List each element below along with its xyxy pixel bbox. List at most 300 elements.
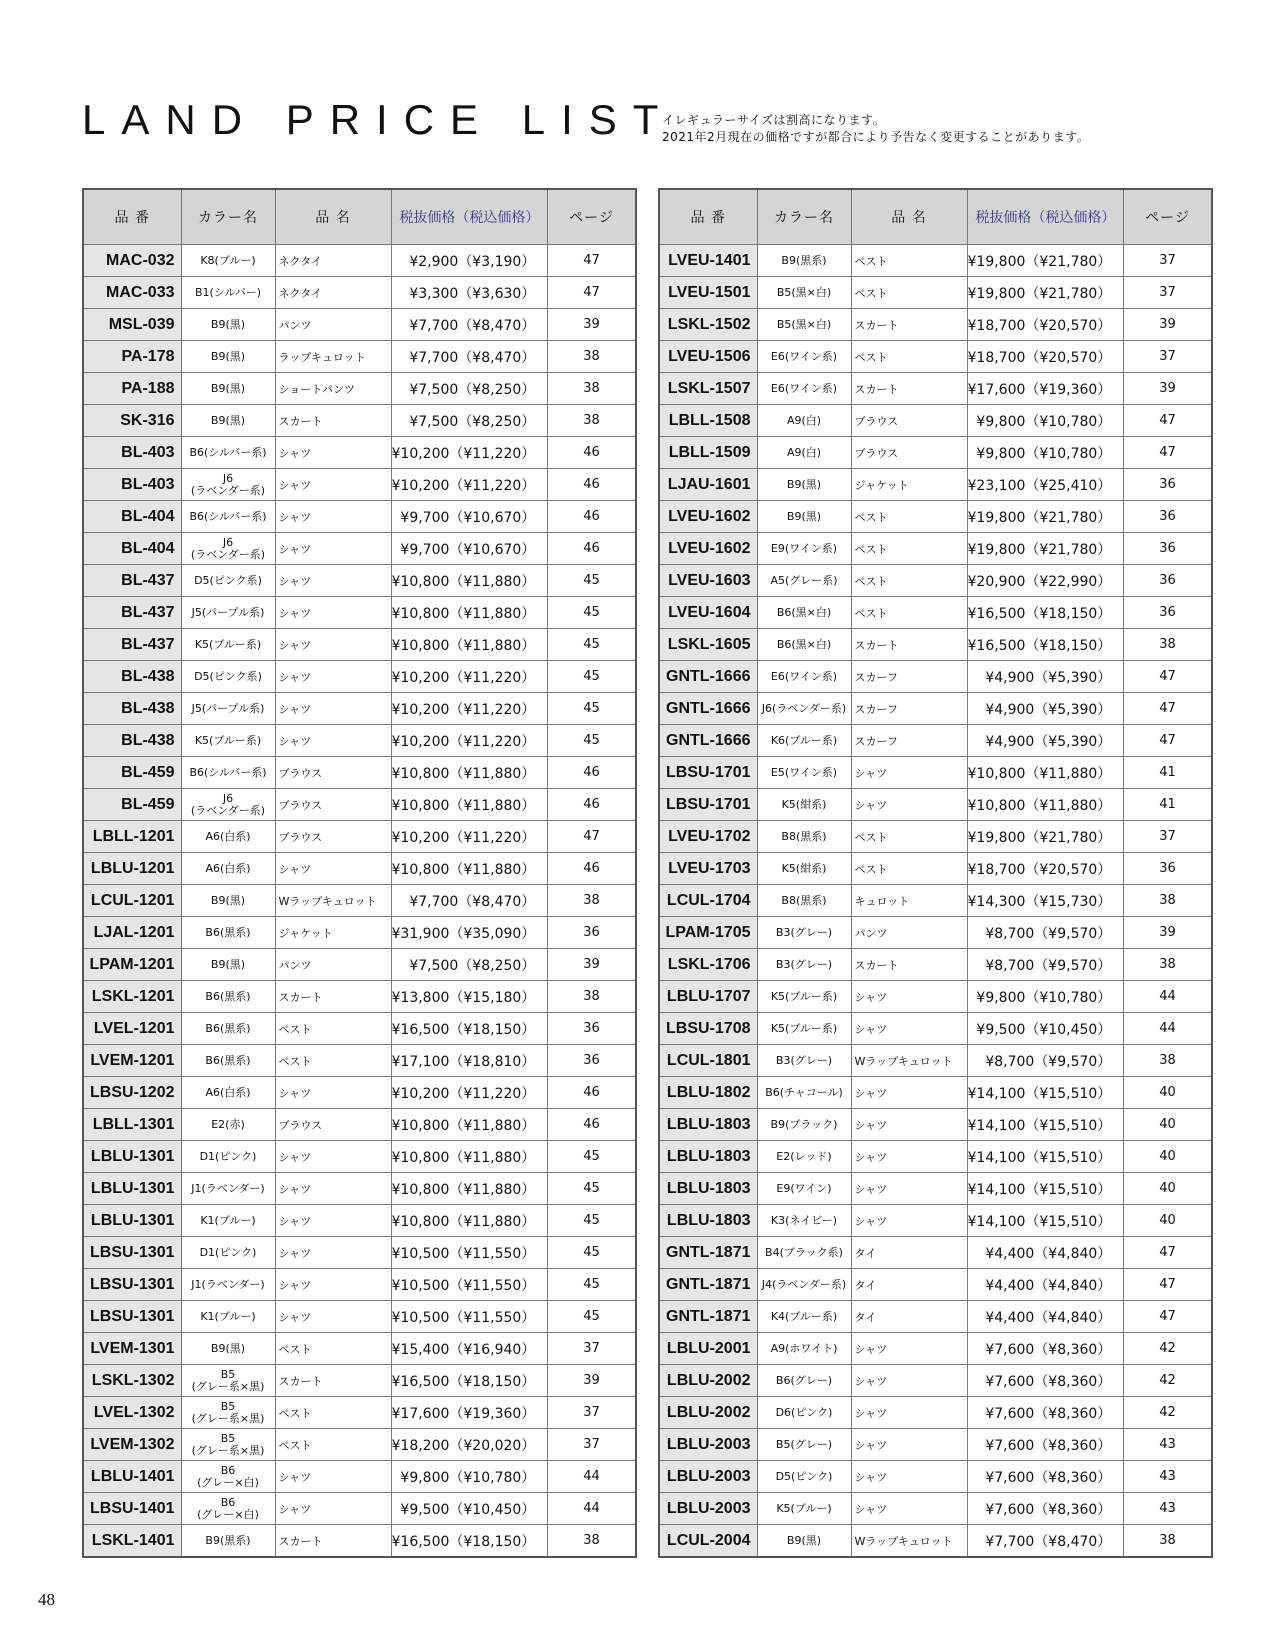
item-name-cell: スカート — [851, 373, 967, 405]
item-name-cell: スカーフ — [851, 693, 967, 725]
page-ref-cell: 41 — [1124, 789, 1212, 821]
item-name-cell: ベスト — [275, 1397, 391, 1429]
table-row — [659, 1173, 1212, 1205]
item-name-cell: シャツ — [851, 1141, 967, 1173]
color-name-cell: E6(ワイン系) — [757, 341, 851, 373]
table-row — [659, 821, 1212, 853]
item-code-cell: LBLU-1301 — [83, 1141, 181, 1173]
item-name-cell: シャツ — [851, 1429, 967, 1461]
table-row — [659, 277, 1212, 309]
item-name-cell: シャツ — [275, 1301, 391, 1333]
page-ref-cell: 38 — [548, 1525, 636, 1558]
price-cell: ¥18,700（¥20,570） — [967, 853, 1124, 885]
page-ref-cell: 46 — [548, 789, 636, 821]
table-row — [659, 757, 1212, 789]
item-code-cell: MAC-033 — [83, 277, 181, 309]
item-name-cell: シャツ — [275, 1141, 391, 1173]
item-code-cell: LBLU-2003 — [659, 1429, 757, 1461]
table-row — [83, 1237, 636, 1269]
page-ref-cell: 45 — [548, 725, 636, 757]
table-row — [659, 501, 1212, 533]
color-name-cell: B6(黒×白) — [757, 629, 851, 661]
item-name-cell: ベスト — [275, 1013, 391, 1045]
color-name-cell: A9(ホワイト) — [757, 1333, 851, 1365]
page-ref-cell: 45 — [548, 661, 636, 693]
table-row — [83, 693, 636, 725]
page-ref-cell: 43 — [1124, 1493, 1212, 1525]
table-row — [659, 885, 1212, 917]
table-row — [83, 597, 636, 629]
table-row — [659, 533, 1212, 565]
item-code-cell: LSKL-1201 — [83, 981, 181, 1013]
item-name-cell: ベスト — [851, 853, 967, 885]
item-name-cell: ベスト — [851, 533, 967, 565]
page-ref-cell: 38 — [1124, 949, 1212, 981]
price-cell: ¥10,800（¥11,880） — [391, 789, 548, 821]
table-row — [83, 1333, 636, 1365]
item-code-cell: LBLU-1803 — [659, 1173, 757, 1205]
header-color-name: カラー名 — [181, 189, 275, 245]
price-cell: ¥7,600（¥8,360） — [967, 1461, 1124, 1493]
item-code-cell: GNTL-1871 — [659, 1301, 757, 1333]
item-name-cell: シャツ — [275, 1205, 391, 1237]
item-code-cell: LVEU-1602 — [659, 501, 757, 533]
table-row — [83, 309, 636, 341]
price-cell: ¥7,500（¥8,250） — [391, 949, 548, 981]
price-cell: ¥4,400（¥4,840） — [967, 1301, 1124, 1333]
table-row — [83, 1301, 636, 1333]
table-row — [83, 853, 636, 885]
page-ref-cell: 45 — [548, 1301, 636, 1333]
page-ref-cell: 40 — [1124, 1077, 1212, 1109]
item-name-cell: ブラウス — [275, 789, 391, 821]
table-row — [659, 565, 1212, 597]
item-code-cell: LBSU-1301 — [83, 1269, 181, 1301]
price-cell: ¥10,500（¥11,550） — [391, 1269, 548, 1301]
price-cell: ¥10,800（¥11,880） — [391, 757, 548, 789]
table-row — [659, 373, 1212, 405]
item-name-cell: シャツ — [275, 501, 391, 533]
item-code-cell: LVEU-1703 — [659, 853, 757, 885]
color-name-cell: B5(黒×白) — [757, 277, 851, 309]
item-code-cell: BL-403 — [83, 469, 181, 501]
item-name-cell: ブラウス — [275, 1109, 391, 1141]
header-item-code: 品 番 — [83, 189, 181, 245]
item-code-cell: LPAM-1201 — [83, 949, 181, 981]
item-code-cell: BL-438 — [83, 693, 181, 725]
item-code-cell: LBLU-1707 — [659, 981, 757, 1013]
item-name-cell: Wラップキュロット — [275, 885, 391, 917]
header-page: ページ — [1124, 189, 1212, 245]
item-code-cell: LVEU-1702 — [659, 821, 757, 853]
color-name-cell: B5 (グレー系×黒) — [181, 1365, 275, 1397]
table-row — [83, 1173, 636, 1205]
item-code-cell: LCUL-1704 — [659, 885, 757, 917]
table-row — [83, 821, 636, 853]
item-code-cell: LBLL-1508 — [659, 405, 757, 437]
page-ref-cell: 46 — [548, 437, 636, 469]
item-name-cell: スカーフ — [851, 661, 967, 693]
table-row — [83, 917, 636, 949]
item-code-cell: BL-437 — [83, 565, 181, 597]
color-name-cell: J6 (ラベンダー系) — [181, 533, 275, 565]
table-row — [659, 853, 1212, 885]
color-name-cell: B8(黒系) — [757, 821, 851, 853]
item-code-cell: LVEL-1302 — [83, 1397, 181, 1429]
page-ref-cell: 47 — [548, 245, 636, 277]
price-cell: ¥10,200（¥11,220） — [391, 1077, 548, 1109]
table-row — [659, 917, 1212, 949]
price-cell: ¥16,500（¥18,150） — [967, 597, 1124, 629]
price-cell: ¥16,500（¥18,150） — [967, 629, 1124, 661]
color-name-cell: B9(ブラック) — [757, 1109, 851, 1141]
item-code-cell: LBLU-2003 — [659, 1493, 757, 1525]
price-cell: ¥19,800（¥21,780） — [967, 245, 1124, 277]
note-irregular-size: イレギュラーサイズは割高になります。 — [662, 113, 886, 127]
table-row — [659, 1333, 1212, 1365]
table-row — [83, 373, 636, 405]
price-cell: ¥9,800（¥10,780） — [967, 405, 1124, 437]
price-cell: ¥10,800（¥11,880） — [391, 853, 548, 885]
page-ref-cell: 47 — [1124, 1237, 1212, 1269]
price-cell: ¥10,800（¥11,880） — [967, 757, 1124, 789]
item-name-cell: スカート — [275, 1525, 391, 1558]
color-name-cell: K5(ブルー) — [757, 1493, 851, 1525]
page-ref-cell: 41 — [1124, 757, 1212, 789]
price-cell: ¥9,800（¥10,780） — [967, 437, 1124, 469]
table-row — [659, 789, 1212, 821]
table-row — [659, 629, 1212, 661]
color-name-cell: B9(黒) — [181, 1333, 275, 1365]
color-name-cell: B5 (グレー系×黒) — [181, 1397, 275, 1429]
page-ref-cell: 47 — [1124, 437, 1212, 469]
price-cell: ¥16,500（¥18,150） — [391, 1365, 548, 1397]
table-row — [83, 1525, 636, 1558]
color-name-cell: K5(紺系) — [757, 853, 851, 885]
header-price: 税抜価格（税込価格） — [391, 189, 548, 245]
page-ref-cell: 47 — [1124, 661, 1212, 693]
item-name-cell: シャツ — [851, 789, 967, 821]
price-cell: ¥10,800（¥11,880） — [391, 1109, 548, 1141]
color-name-cell: B5(黒×白) — [757, 309, 851, 341]
table-row — [83, 245, 636, 277]
page-ref-cell: 39 — [548, 309, 636, 341]
table-row — [659, 1429, 1212, 1461]
item-code-cell: LSKL-1605 — [659, 629, 757, 661]
item-code-cell: MSL-039 — [83, 309, 181, 341]
page-ref-cell: 37 — [548, 1333, 636, 1365]
color-name-cell: J6 (ラベンダー系) — [181, 789, 275, 821]
price-table-right — [658, 188, 1213, 1558]
price-table-left — [82, 188, 637, 1558]
page-ref-cell: 36 — [1124, 597, 1212, 629]
item-name-cell: スカート — [851, 949, 967, 981]
price-cell: ¥10,800（¥11,880） — [391, 565, 548, 597]
table-row — [659, 981, 1212, 1013]
color-name-cell: B6(チャコール) — [757, 1077, 851, 1109]
color-name-cell: J1(ラベンダー) — [181, 1173, 275, 1205]
price-cell: ¥9,800（¥10,780） — [391, 1461, 548, 1493]
table-row — [659, 693, 1212, 725]
price-cell: ¥8,700（¥9,570） — [967, 949, 1124, 981]
item-code-cell: BL-404 — [83, 533, 181, 565]
item-code-cell: LVEU-1603 — [659, 565, 757, 597]
item-name-cell: シャツ — [275, 661, 391, 693]
item-name-cell: ブラウス — [851, 437, 967, 469]
item-code-cell: LBLU-2002 — [659, 1397, 757, 1429]
price-cell: ¥10,500（¥11,550） — [391, 1301, 548, 1333]
table-row — [83, 277, 636, 309]
price-cell: ¥9,700（¥10,670） — [391, 501, 548, 533]
table-row — [659, 949, 1212, 981]
item-code-cell: LSKL-1302 — [83, 1365, 181, 1397]
page-ref-cell: 37 — [1124, 245, 1212, 277]
price-cell: ¥7,700（¥8,470） — [967, 1525, 1124, 1558]
price-cell: ¥10,800（¥11,880） — [391, 1141, 548, 1173]
item-code-cell: LCUL-2004 — [659, 1525, 757, 1558]
page-ref-cell: 36 — [1124, 501, 1212, 533]
table-row — [659, 309, 1212, 341]
page-ref-cell: 46 — [548, 1077, 636, 1109]
item-code-cell: BL-437 — [83, 597, 181, 629]
page-ref-cell: 37 — [1124, 821, 1212, 853]
page-ref-cell: 45 — [548, 1173, 636, 1205]
price-cell: ¥7,600（¥8,360） — [967, 1429, 1124, 1461]
price-cell: ¥14,100（¥15,510） — [967, 1109, 1124, 1141]
color-name-cell: K5(ブルー系) — [757, 981, 851, 1013]
price-cell: ¥18,700（¥20,570） — [967, 309, 1124, 341]
item-code-cell: LBLU-1301 — [83, 1173, 181, 1205]
header-item-name: 品 名 — [275, 189, 391, 245]
item-code-cell: BL-459 — [83, 789, 181, 821]
header-price: 税抜価格（税込価格） — [967, 189, 1124, 245]
price-cell: ¥14,100（¥15,510） — [967, 1205, 1124, 1237]
price-cell: ¥4,400（¥4,840） — [967, 1237, 1124, 1269]
table-row — [659, 405, 1212, 437]
page-ref-cell: 46 — [548, 1109, 636, 1141]
page-ref-cell: 36 — [548, 1045, 636, 1077]
table-row — [83, 1109, 636, 1141]
item-code-cell: GNTL-1666 — [659, 661, 757, 693]
table-row — [83, 1429, 636, 1461]
item-code-cell: LBLU-1803 — [659, 1205, 757, 1237]
item-name-cell: シャツ — [275, 533, 391, 565]
item-name-cell: シャツ — [275, 469, 391, 501]
color-name-cell: A6(白系) — [181, 1077, 275, 1109]
price-cell: ¥17,100（¥18,810） — [391, 1045, 548, 1077]
page-ref-cell: 46 — [548, 533, 636, 565]
item-code-cell: LVEU-1506 — [659, 341, 757, 373]
item-name-cell: シャツ — [275, 1173, 391, 1205]
price-cell: ¥3,300（¥3,630） — [391, 277, 548, 309]
page-ref-cell: 39 — [1124, 309, 1212, 341]
color-name-cell: D5(ピンク系) — [181, 565, 275, 597]
price-cell: ¥7,600（¥8,360） — [967, 1333, 1124, 1365]
item-code-cell: LBLL-1509 — [659, 437, 757, 469]
color-name-cell: E9(ワイン) — [757, 1173, 851, 1205]
page-ref-cell: 45 — [548, 1269, 636, 1301]
price-cell: ¥7,700（¥8,470） — [391, 341, 548, 373]
color-name-cell: B9(黒) — [757, 1525, 851, 1558]
table-row — [83, 469, 636, 501]
color-name-cell: B5(グレー) — [757, 1429, 851, 1461]
item-name-cell: キュロット — [851, 885, 967, 917]
color-name-cell: B9(黒) — [181, 373, 275, 405]
item-code-cell: PA-178 — [83, 341, 181, 373]
item-code-cell: LBLL-1301 — [83, 1109, 181, 1141]
table-row — [83, 1205, 636, 1237]
item-code-cell: LBSU-1701 — [659, 757, 757, 789]
item-name-cell: ブラウス — [275, 757, 391, 789]
price-cell: ¥9,800（¥10,780） — [967, 981, 1124, 1013]
item-name-cell: ネクタイ — [275, 277, 391, 309]
page-ref-cell: 40 — [1124, 1141, 1212, 1173]
item-name-cell: シャツ — [851, 981, 967, 1013]
page-ref-cell: 47 — [1124, 725, 1212, 757]
color-name-cell: E2(レッド) — [757, 1141, 851, 1173]
table-row — [659, 1077, 1212, 1109]
table-row — [83, 981, 636, 1013]
table-row — [83, 1365, 636, 1397]
page-ref-cell: 36 — [1124, 565, 1212, 597]
header-item-code: 品 番 — [659, 189, 757, 245]
table-row — [83, 501, 636, 533]
color-name-cell: A9(白) — [757, 405, 851, 437]
page-ref-cell: 40 — [1124, 1205, 1212, 1237]
color-name-cell: B3(グレー) — [757, 917, 851, 949]
color-name-cell: B6(シルバー系) — [181, 501, 275, 533]
price-cell: ¥19,800（¥21,780） — [967, 501, 1124, 533]
item-name-cell: シャツ — [851, 757, 967, 789]
item-name-cell: ベスト — [275, 1333, 391, 1365]
item-code-cell: LVEM-1301 — [83, 1333, 181, 1365]
item-code-cell: BL-438 — [83, 661, 181, 693]
item-name-cell: シャツ — [275, 1493, 391, 1525]
table-row — [659, 1109, 1212, 1141]
item-code-cell: GNTL-1871 — [659, 1237, 757, 1269]
table-row — [83, 1045, 636, 1077]
note-price-date: 2021年2月現在の価格ですが都合により予告なく変更することがあります。 — [662, 130, 1090, 144]
item-code-cell: LPAM-1705 — [659, 917, 757, 949]
color-name-cell: J5(パープル系) — [181, 693, 275, 725]
table-row — [659, 437, 1212, 469]
color-name-cell: B3(グレー) — [757, 949, 851, 981]
table-row — [659, 1237, 1212, 1269]
item-code-cell: LBLU-2001 — [659, 1333, 757, 1365]
page-ref-cell: 42 — [1124, 1397, 1212, 1429]
price-cell: ¥4,900（¥5,390） — [967, 693, 1124, 725]
page-ref-cell: 47 — [1124, 1301, 1212, 1333]
price-cell: ¥14,100（¥15,510） — [967, 1173, 1124, 1205]
color-name-cell: D1(ピンク) — [181, 1237, 275, 1269]
price-cell: ¥10,200（¥11,220） — [391, 693, 548, 725]
item-name-cell: シャツ — [851, 1205, 967, 1237]
page-ref-cell: 45 — [548, 693, 636, 725]
price-cell: ¥10,800（¥11,880） — [391, 1173, 548, 1205]
page-ref-cell: 46 — [548, 757, 636, 789]
table-row — [659, 1301, 1212, 1333]
header-page: ページ — [548, 189, 636, 245]
item-name-cell: スカート — [275, 981, 391, 1013]
color-name-cell: E2(赤) — [181, 1109, 275, 1141]
color-name-cell: B9(黒) — [181, 405, 275, 437]
item-name-cell: ラップキュロット — [275, 341, 391, 373]
item-name-cell: ジャケット — [851, 469, 967, 501]
item-code-cell: LBLL-1201 — [83, 821, 181, 853]
item-code-cell: MAC-032 — [83, 245, 181, 277]
page-ref-cell: 39 — [548, 949, 636, 981]
page-ref-cell: 45 — [548, 1141, 636, 1173]
item-name-cell: シャツ — [275, 597, 391, 629]
item-name-cell: パンツ — [275, 949, 391, 981]
item-code-cell: BL-437 — [83, 629, 181, 661]
page-ref-cell: 38 — [548, 405, 636, 437]
color-name-cell: B6(黒系) — [181, 981, 275, 1013]
item-name-cell: シャツ — [851, 1077, 967, 1109]
table-row — [659, 1525, 1212, 1558]
price-cell: ¥19,800（¥21,780） — [967, 277, 1124, 309]
price-cell: ¥9,500（¥10,450） — [391, 1493, 548, 1525]
item-name-cell: シャツ — [275, 853, 391, 885]
table-row — [659, 1269, 1212, 1301]
item-code-cell: LSKL-1706 — [659, 949, 757, 981]
table-row — [83, 437, 636, 469]
color-name-cell: J5(パープル系) — [181, 597, 275, 629]
item-name-cell: ベスト — [851, 501, 967, 533]
item-name-cell: シャツ — [275, 1077, 391, 1109]
item-name-cell: Wラップキュロット — [851, 1045, 967, 1077]
table-row — [83, 1013, 636, 1045]
item-name-cell: ベスト — [851, 277, 967, 309]
table-row — [83, 661, 636, 693]
price-cell: ¥31,900（¥35,090） — [391, 917, 548, 949]
item-code-cell: LBLU-1802 — [659, 1077, 757, 1109]
page-ref-cell: 43 — [1124, 1461, 1212, 1493]
table-row — [659, 1205, 1212, 1237]
table-row — [83, 725, 636, 757]
table-row — [83, 789, 636, 821]
color-name-cell: B9(黒系) — [757, 245, 851, 277]
page-ref-cell: 42 — [1124, 1333, 1212, 1365]
item-code-cell: LBLU-1401 — [83, 1461, 181, 1493]
page-ref-cell: 36 — [548, 1013, 636, 1045]
item-code-cell: LVEM-1201 — [83, 1045, 181, 1077]
color-name-cell: E6(ワイン系) — [757, 373, 851, 405]
color-name-cell: B6(シルバー系) — [181, 757, 275, 789]
color-name-cell: K1(ブルー) — [181, 1301, 275, 1333]
item-name-cell: スカート — [275, 1365, 391, 1397]
page-ref-cell: 38 — [1124, 1525, 1212, 1558]
page-ref-cell: 46 — [548, 501, 636, 533]
item-code-cell: LVEM-1302 — [83, 1429, 181, 1461]
page-ref-cell: 38 — [548, 885, 636, 917]
color-name-cell: A5(グレー系) — [757, 565, 851, 597]
price-cell: ¥10,800（¥11,880） — [391, 1205, 548, 1237]
price-cell: ¥14,100（¥15,510） — [967, 1077, 1124, 1109]
price-cell: ¥20,900（¥22,990） — [967, 565, 1124, 597]
item-name-cell: ジャケット — [275, 917, 391, 949]
price-cell: ¥8,700（¥9,570） — [967, 1045, 1124, 1077]
item-name-cell: シャツ — [275, 1237, 391, 1269]
item-name-cell: ベスト — [851, 597, 967, 629]
page-ref-cell: 40 — [1124, 1173, 1212, 1205]
page-ref-cell: 36 — [1124, 533, 1212, 565]
color-name-cell: K5(ブルー系) — [757, 1013, 851, 1045]
price-cell: ¥18,700（¥20,570） — [967, 341, 1124, 373]
item-code-cell: LCUL-1801 — [659, 1045, 757, 1077]
page-ref-cell: 38 — [548, 341, 636, 373]
price-cell: ¥19,800（¥21,780） — [967, 821, 1124, 853]
